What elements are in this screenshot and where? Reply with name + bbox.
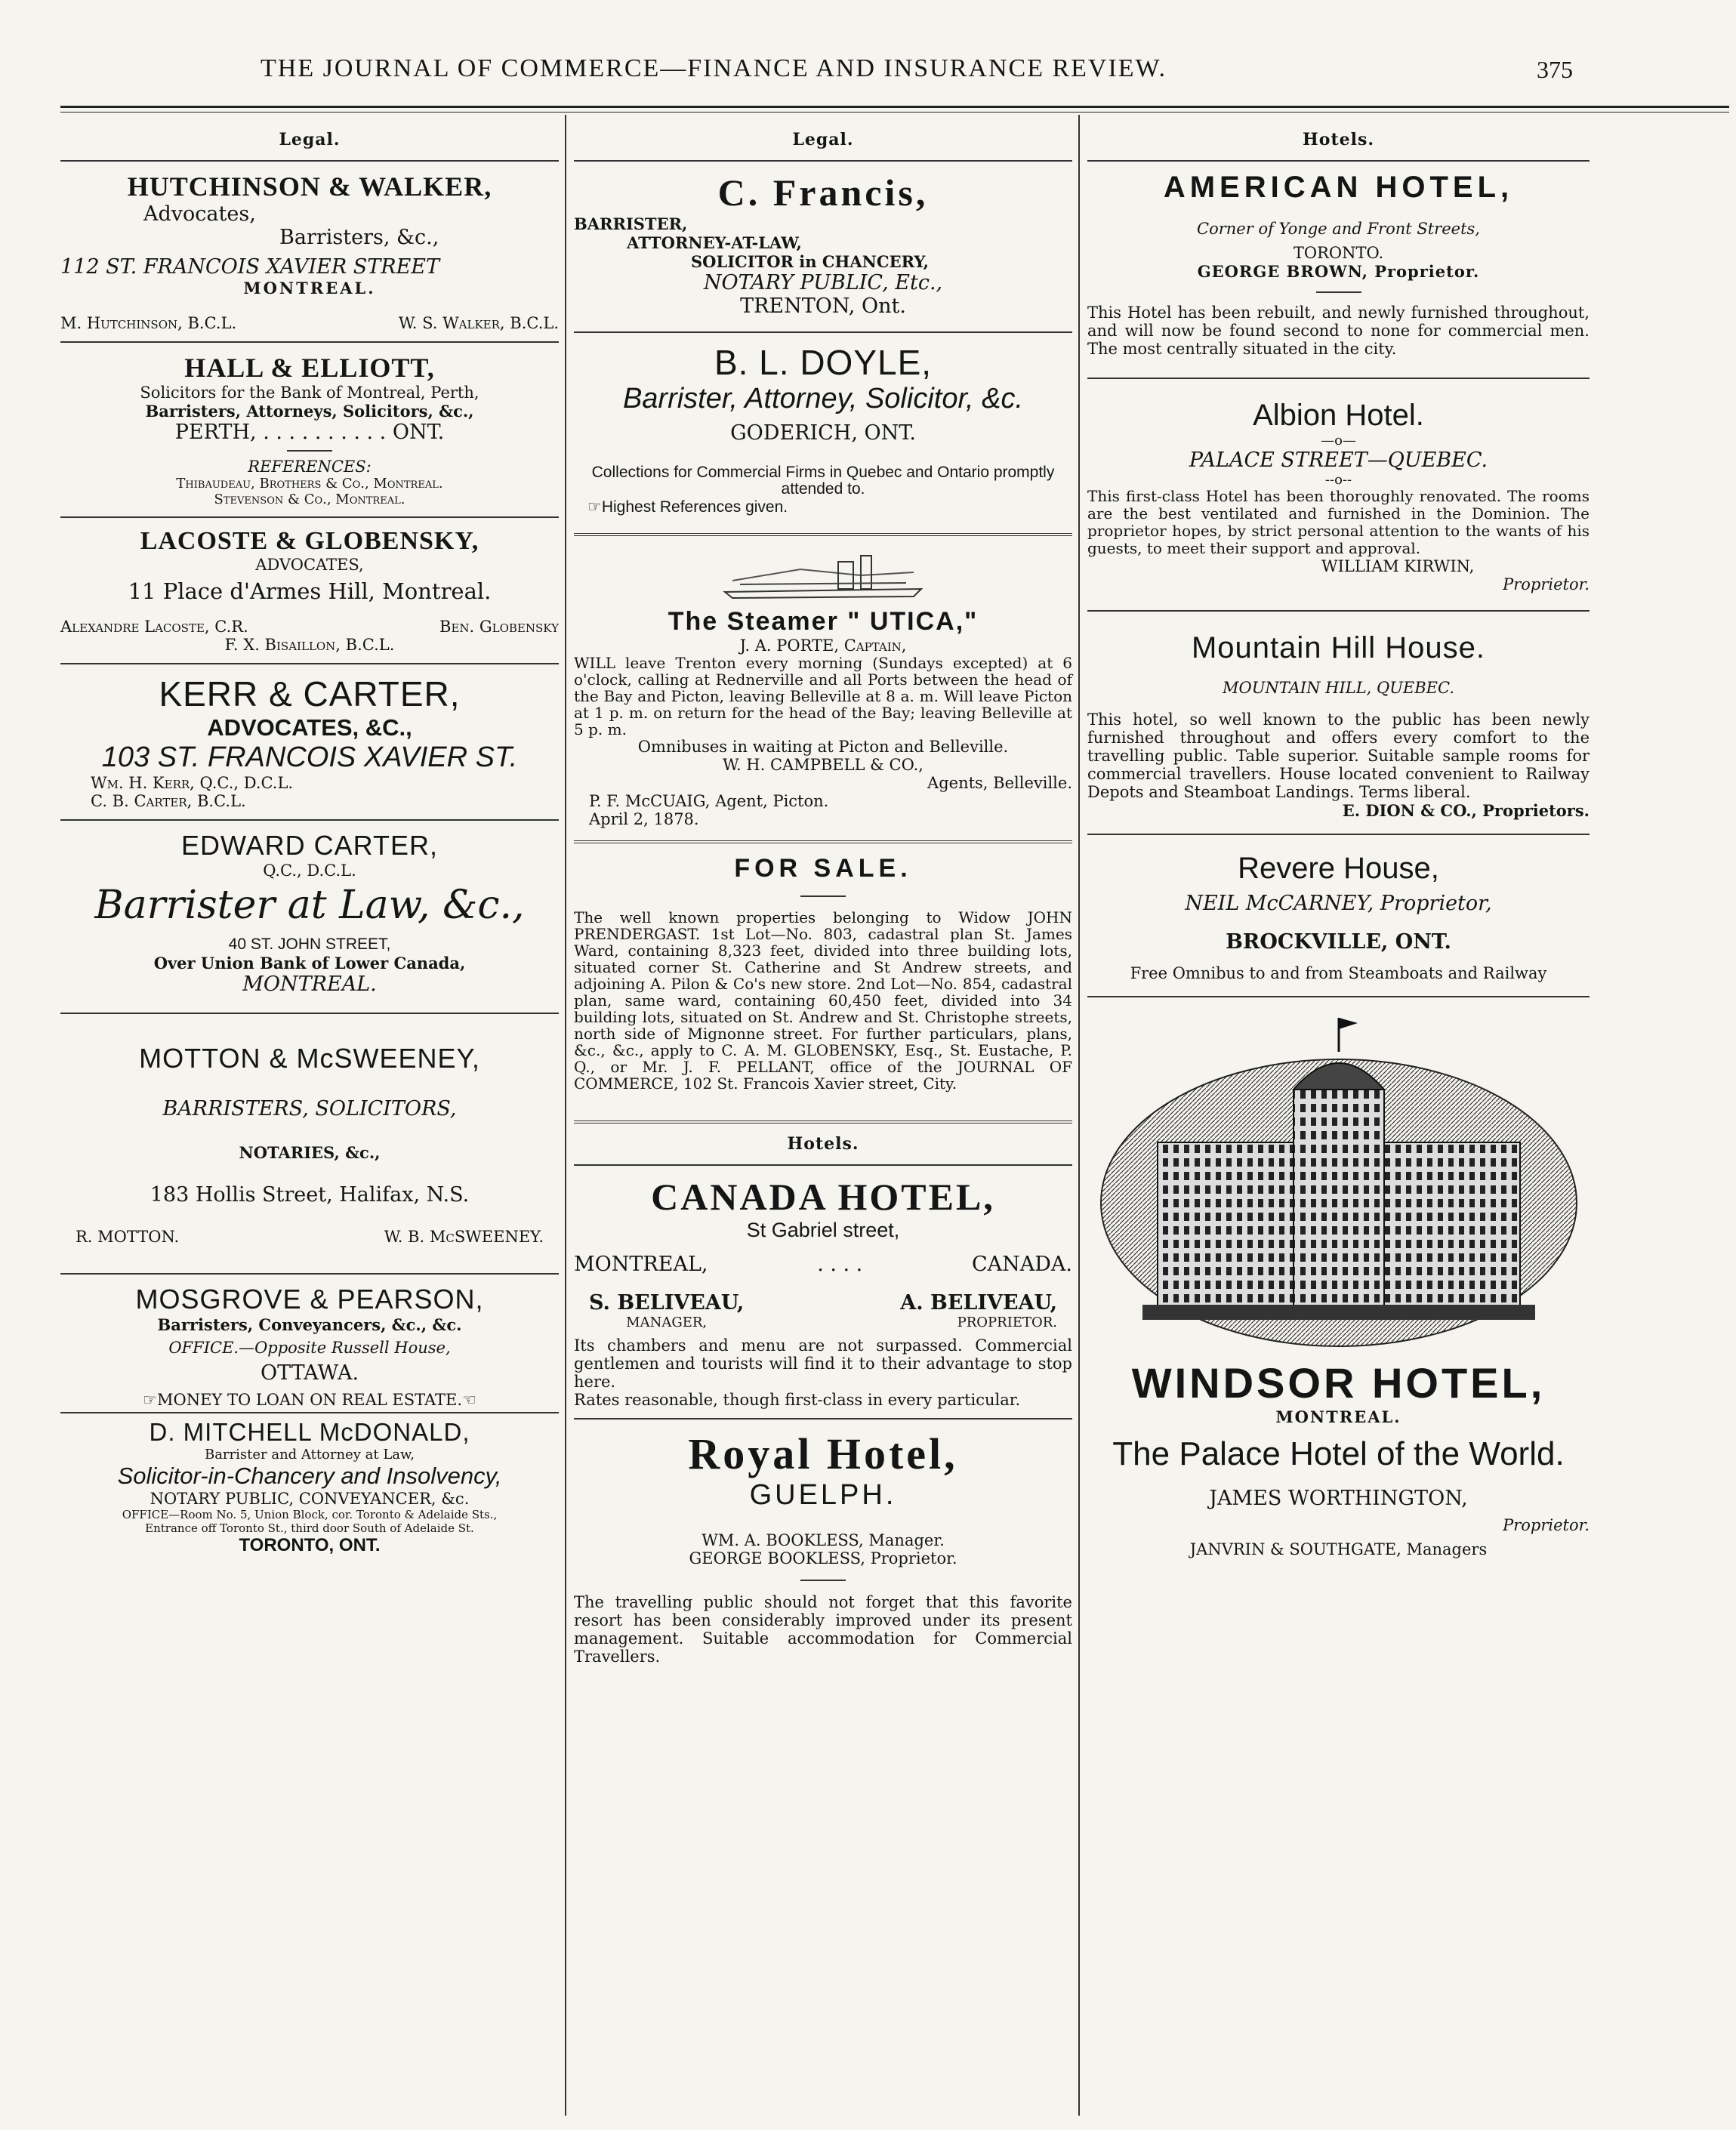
ad-c-francis [574, 171, 1072, 318]
partner: W. S. Walker, B.C.L. [398, 314, 559, 332]
ad-line: Solicitors for the Bank of Montreal, Perth, [140, 384, 479, 402]
ad-body: This first-class Hotel has been thoroughly renovated. The rooms are the best ventilated and furnished in the Dominion. The proprietor hopes, by strict personal attention to the wants of his guests, to meet their support and approval. [1087, 487, 1590, 557]
divider [1087, 378, 1590, 379]
divider [1316, 291, 1361, 293]
ad-windsor-hotel [1087, 1006, 1590, 1558]
ad-line: NOTARY PUBLIC, Etc., [703, 271, 943, 294]
ad-line: BARRISTERS, SOLICITORS, [162, 1097, 457, 1120]
staff-title: MANAGER, [626, 1315, 708, 1330]
ad-country: CANADA. [971, 1253, 1072, 1276]
ad-line: Free Omnibus to and from Steamboats and Railway [1130, 964, 1547, 982]
partner: C. B. Carter, B.C.L. [91, 792, 246, 810]
ad-kerr-carter [60, 674, 559, 810]
divider [60, 1273, 559, 1275]
ad-edward-carter [60, 830, 559, 996]
ad-steamer-utica [574, 547, 1072, 828]
divider [574, 533, 1072, 536]
column-1 [60, 121, 559, 2114]
ad-line: MONTREAL. [242, 973, 377, 996]
ad-mitchell-mcdonald [60, 1418, 559, 1556]
hotel-name: WINDSOR HOTEL, [1131, 1359, 1546, 1407]
section-heading: Legal. [279, 130, 341, 150]
ad-line: J. A. PORTE, Captain, [739, 637, 907, 655]
partner: Wm. H. Kerr, Q.C., D.C.L. [91, 774, 294, 792]
column-divider [1078, 115, 1080, 2116]
ad-bl-doyle [574, 342, 1072, 516]
ad-line: BARRISTER, [574, 214, 688, 233]
ad-motton-mcsweeney [60, 1023, 559, 1246]
header-rule [60, 106, 1729, 108]
ad-line: 183 Hollis Street, Halifax, N.S. [150, 1183, 470, 1207]
ad-line: WM. A. BOOKLESS, Manager. [701, 1531, 945, 1549]
firm-name: C. Francis, [717, 171, 929, 214]
ad-partners [60, 1228, 559, 1246]
ad-hall-elliott [60, 352, 559, 507]
section-heading: Hotels. [787, 1134, 859, 1154]
ad-line: Proprietor. [1503, 1516, 1590, 1534]
divider [287, 450, 332, 452]
ad-dots: . . . . [817, 1253, 863, 1276]
section-heading: Legal. [792, 130, 854, 150]
divider [1087, 996, 1590, 997]
ad-revere-house [1087, 844, 1590, 982]
divider [60, 1412, 559, 1413]
divider [574, 840, 1072, 843]
hotel-name: Mountain Hill House. [1191, 631, 1486, 664]
firm-name: MOSGROVE & PEARSON, [135, 1284, 484, 1315]
ad-line: ADVOCATES, &C., [207, 714, 412, 741]
ad-line: GEORGE BOOKLESS, Proprietor. [689, 1549, 957, 1567]
partner: F. X. Bisaillon, B.C.L. [224, 636, 395, 654]
partner: Alexandre Lacoste, C.R. [60, 618, 248, 636]
partner: R. MOTTON. [76, 1228, 180, 1246]
divider [1087, 160, 1590, 162]
ad-body: Its chambers and menu are not surpassed. Commercial gentlemen and tourists will find it to their advantage to stop here. [574, 1336, 1072, 1391]
ad-line: ATTORNEY-AT-LAW, [627, 233, 802, 252]
ad-line: ADVOCATES, [255, 556, 364, 574]
ad-body: The well known properties belonging to Widow JOHN PRENDERGAST. 1st Lot—No. 803, cadastral plan St. James Ward, containing 8,323 feet, divided into three building lots, situated corner St. Catherine and St Andrew streets, and adjoining A. Pilon & Co's new store. 2nd Lot—No. 854, cadastral plan, same ward, containing 60,450 feet, divided into 34 building lots, situated on St. Andrew and St. Christophe streets, north side of Mignonne street. For further particulars, plans, &c., &c., apply to C. A. M. GLOBENSKY, Esq., St. Eustache, P. Q., or Mr. J. F. PELLANT, office of the JOURNAL OF COMMERCE, 102 St. Francois Xavier street, City. [574, 908, 1072, 1093]
ad-line: Collections for Commercial Firms in Quebec and Ontario promptly attended to. [591, 464, 1055, 498]
ad-line: TORONTO. [1293, 244, 1384, 262]
ad-body: Rates reasonable, though first-class in every particular. [574, 1391, 1021, 1409]
ad-line: MOUNTAIN HILL, QUEBEC. [1222, 679, 1454, 697]
ad-line: Solicitor-in-Chancery and Insolvency, [117, 1463, 502, 1489]
ad-tagline: The Palace Hotel of the World. [1112, 1435, 1565, 1472]
ad-line: JANVRIN & SOUTHGATE, Managers [1189, 1540, 1488, 1558]
page-header [0, 54, 1736, 100]
ad-line: P. F. McCUAIG, Agent, Picton. [589, 792, 829, 810]
divider [574, 1120, 1072, 1124]
hotel-name: CANADA HOTEL, [651, 1176, 995, 1218]
divider [60, 341, 559, 343]
divider [60, 160, 559, 162]
ad-city: MONTREAL, [574, 1253, 708, 1276]
ad-line: GODERICH, ONT. [730, 421, 916, 445]
divider [1087, 610, 1590, 612]
ad-line [574, 1253, 1072, 1276]
firm-name: MOTTON & McSWEENEY, [139, 1043, 480, 1074]
ad-line: OFFICE.—Opposite Russell House, [168, 1339, 451, 1357]
ad-american-hotel [1087, 171, 1590, 358]
ad-ref: Thibaudeau, Brothers & Co., Montreal. [176, 476, 443, 492]
windsor-hotel-engraving [1097, 1006, 1580, 1354]
staff-member [900, 1291, 1057, 1330]
divider [60, 1013, 559, 1014]
ornament: --o-- [1324, 472, 1352, 488]
divider [574, 1164, 1072, 1166]
ad-line: Advocates, [143, 202, 256, 226]
ad-line: NOTARIES, &c., [239, 1143, 381, 1162]
divider [1087, 834, 1590, 835]
ad-line: Barrister at Law, &c., [94, 883, 525, 928]
ad-line: BROCKVILLE, ONT. [1226, 930, 1451, 954]
divider [574, 1418, 1072, 1419]
firm-name: KERR & CARTER, [159, 674, 461, 714]
ad-lacoste-globensky [60, 527, 559, 654]
ad-line: Proprietor. [1503, 575, 1590, 593]
ad-albion-hotel [1087, 388, 1590, 593]
divider [60, 663, 559, 664]
ad-ref: Stevenson & Co., Montreal. [214, 492, 405, 507]
ad-line: St Gabriel street, [746, 1219, 900, 1241]
ad-line: JAMES WORTHINGTON, [1209, 1487, 1468, 1510]
partner: Ben. Globensky [439, 618, 559, 636]
divider [800, 1580, 846, 1581]
ad-hutchinson-walker [60, 171, 559, 332]
ad-line: Agents, Belleville. [927, 774, 1072, 792]
ad-mosgrove-pearson [60, 1284, 559, 1409]
ornament: —o— [1321, 433, 1356, 449]
ad-line: W. H. CAMPBELL & CO., [723, 756, 924, 774]
section-heading: Hotels. [1302, 130, 1375, 150]
ad-staff [574, 1291, 1072, 1330]
ad-line: Omnibuses in waiting at Picton and Belleville. [637, 738, 1009, 756]
staff-name: S. BELIVEAU, [589, 1291, 745, 1315]
firm-name: EDWARD CARTER, [180, 830, 439, 861]
ad-line: ☞MONEY TO LOAN ON REAL ESTATE.☜ [143, 1391, 476, 1409]
staff-name: A. BELIVEAU, [900, 1291, 1057, 1315]
ad-line: SOLICITOR in CHANCERY, [691, 252, 929, 271]
staff-member [589, 1291, 744, 1330]
firm-name: B. L. DOYLE, [714, 343, 933, 382]
ad-line: TRENTON, Ont. [740, 294, 906, 318]
ad-line: PALACE STREET—QUEBEC. [1189, 449, 1488, 472]
ad-line: PERTH, . . . . . . . . . . ONT. [174, 421, 445, 444]
ad-refs-heading: REFERENCES: [248, 458, 372, 476]
ad-partners [60, 314, 559, 332]
hotel-name: Albion Hotel. [1253, 399, 1424, 432]
ad-canada-hotel [574, 1175, 1072, 1409]
hotel-name: AMERICAN HOTEL, [1163, 171, 1514, 204]
ad-body: This hotel, so well known to the public has been newly furnished throughout and offers every comfort to the travelling public. Table superior. Suitable sample rooms for commercial travellers. House located convenient to Railway Depots and Steamboat Landings. Terms liberal. [1087, 711, 1590, 801]
ad-line: WILLIAM KIRWIN, [1321, 557, 1475, 575]
ad-line: GUELPH. [749, 1479, 897, 1511]
divider [800, 895, 846, 897]
ad-partners [60, 618, 559, 636]
ad-line: Barristers, &c., [279, 226, 439, 249]
divider [60, 819, 559, 821]
ad-line: Barrister and Attorney at Law, [204, 1447, 415, 1463]
ad-line: TORONTO, ONT. [239, 1535, 381, 1555]
firm-name: D. MITCHELL McDONALD, [149, 1418, 470, 1446]
ad-royal-hotel [574, 1429, 1072, 1666]
header-rule-thin [60, 112, 1729, 113]
ad-line: 40 ST. JOHN STREET, [228, 936, 391, 953]
ad-body: This Hotel has been rebuilt, and newly furnished throughout, and will now be found second to none for commercial men. The most centrally situated in the city. [1087, 304, 1590, 358]
ad-line: 103 ST. FRANCOIS XAVIER ST. [101, 741, 518, 773]
ad-line: OFFICE—Room No. 5, Union Block, cor. Toronto & Adelaide Sts., [122, 1508, 498, 1521]
ad-line: E. DION & CO., Proprietors. [1342, 801, 1590, 820]
ad-line: NOTARY PUBLIC, CONVEYANCER, &c. [150, 1490, 470, 1508]
column-2 [574, 121, 1072, 2114]
ad-line: Q.C., D.C.L. [263, 862, 356, 880]
steamer-illustration [710, 547, 936, 607]
ad-title: FOR SALE. [734, 854, 912, 883]
ad-body: WILL leave Trenton every morning (Sundays excepted) at 6 o'clock, calling at Rednerville and all Ports between the head of the Bay and Picton, leaving Belleville at 8 a. m. Will leave Picton at 1 p. m. on return for the head of the Bay; leaving Belleville at 5 p. m. [574, 654, 1072, 738]
partner: W. B. McSWEENEY. [384, 1228, 544, 1246]
ad-line: OTTAWA. [260, 1361, 359, 1385]
ad-city: MONTREAL. [243, 279, 376, 297]
ad-line: MONTREAL. [1275, 1407, 1401, 1426]
partner: M. Hutchinson, B.C.L. [60, 314, 237, 332]
firm-name: HUTCHINSON & WALKER, [127, 171, 492, 202]
ad-line: Barristers, Conveyancers, &c., &c. [157, 1315, 462, 1334]
staff-title: PROPRIETOR. [957, 1315, 1057, 1330]
firm-name: LACOSTE & GLOBENSKY, [140, 527, 479, 555]
ad-mountain-hill-house [1087, 621, 1590, 820]
page-number: 375 [1537, 56, 1573, 83]
divider [574, 160, 1072, 162]
ad-line: Entrance off Toronto St., third door South of Adelaide St. [145, 1521, 474, 1535]
ad-line: NEIL McCARNEY, Proprietor, [1185, 892, 1492, 915]
ad-title: The Steamer " UTICA," [668, 607, 979, 636]
ad-line: ☞Highest References given. [587, 498, 788, 516]
column-divider [565, 115, 566, 2116]
ad-line: Barristers, Attorneys, Solicitors, &c., [145, 402, 474, 421]
ad-line: Corner of Yonge and Front Streets, [1197, 220, 1480, 238]
divider [60, 516, 559, 518]
column-3 [1087, 121, 1590, 2114]
journal-title: THE JOURNAL OF COMMERCE—FINANCE AND INSURANCE REVIEW. [261, 54, 1167, 82]
ad-for-sale [574, 854, 1072, 1092]
ad-line: Barrister, Attorney, Solicitor, &c. [622, 383, 1024, 415]
ad-line: GEORGE BROWN, Proprietor. [1197, 262, 1480, 281]
divider [574, 331, 1072, 333]
ad-line: 11 Place d'Armes Hill, Montreal. [128, 578, 492, 604]
ad-line: April 2, 1878. [589, 810, 699, 828]
firm-name: HALL & ELLIOTT, [184, 353, 435, 383]
hotel-name: Revere House, [1238, 852, 1439, 885]
hotel-name: Royal Hotel, [688, 1429, 958, 1478]
ad-line: Over Union Bank of Lower Canada, [153, 954, 466, 973]
ad-body: The travelling public should not forget that this favorite resort has been considerably improved under its present management. Suitable accommodation for Commercial Travellers. [574, 1593, 1072, 1666]
ad-address: 112 ST. FRANCOIS XAVIER STREET [60, 255, 440, 279]
